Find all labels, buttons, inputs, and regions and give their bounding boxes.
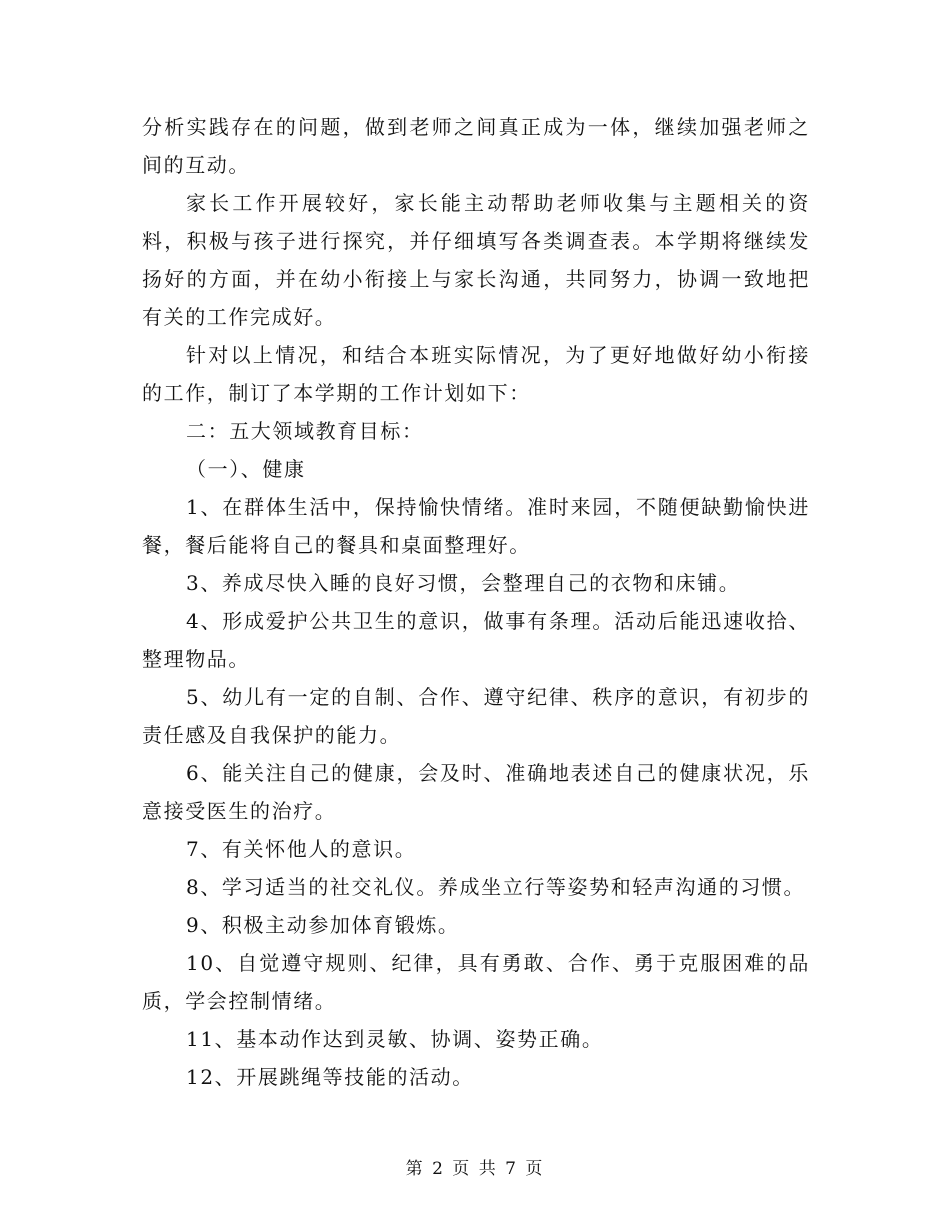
list-item: 11、基本动作达到灵敏、协调、姿势正确。	[186, 1027, 604, 1051]
list-item: 1、在群体生活中，保持愉快情绪。准时来园，不随便缺勤愉快进餐，餐后能将自己的餐具和桌面整理好。	[142, 495, 810, 557]
list-item: 5、幼儿有一定的自制、合作、遵守纪律、秩序的意识，有初步的责任感及自我保护的能力。	[142, 685, 810, 747]
subsection-heading: （一）、健康	[186, 457, 306, 481]
paragraph: 分析实践存在的问题，做到老师之间真正成为一体，继续加强老师之间的互动。	[142, 115, 810, 177]
document-body	[142, 108, 810, 1096]
list-item: 7、有关怀他人的意识。	[186, 837, 417, 861]
list-item: 8、学习适当的社交礼仪。养成坐立行等姿势和轻声沟通的习惯。	[186, 875, 806, 899]
list-item: 6、能关注自己的健康，会及时、准确地表述自己的健康状况，乐意接受医生的治疗。	[142, 761, 810, 823]
list-item: 9、积极主动参加体育锻炼。	[186, 913, 460, 937]
section-heading: 二：五大领域教育目标：	[186, 419, 424, 443]
paragraph: 针对以上情况，和结合本班实际情况，为了更好地做好幼小衔接的工作，制订了本学期的工作计划如下：	[142, 343, 810, 405]
paragraph: 家长工作开展较好，家长能主动帮助老师收集与主题相关的资料，积极与孩子进行探究，并仔细填写各类调查表。本学期将继续发扬好的方面，并在幼小衔接上与家长沟通，共同努力，协调一致地把有关的工作完成好。	[142, 191, 810, 329]
list-item: 10、自觉遵守规则、纪律，具有勇敢、合作、勇于克服困难的品质，学会控制情绪。	[142, 951, 810, 1013]
list-item: 12、开展跳绳等技能的活动。	[186, 1065, 474, 1089]
page-number-footer: 第 2 页 共 7 页	[405, 1159, 545, 1179]
list-item: 4、形成爱护公共卫生的意识，做事有条理。活动后能迅速收拾、整理物品。	[142, 609, 810, 671]
list-item: 3、养成尽快入睡的良好习惯，会整理自己的衣物和床铺。	[186, 571, 741, 595]
